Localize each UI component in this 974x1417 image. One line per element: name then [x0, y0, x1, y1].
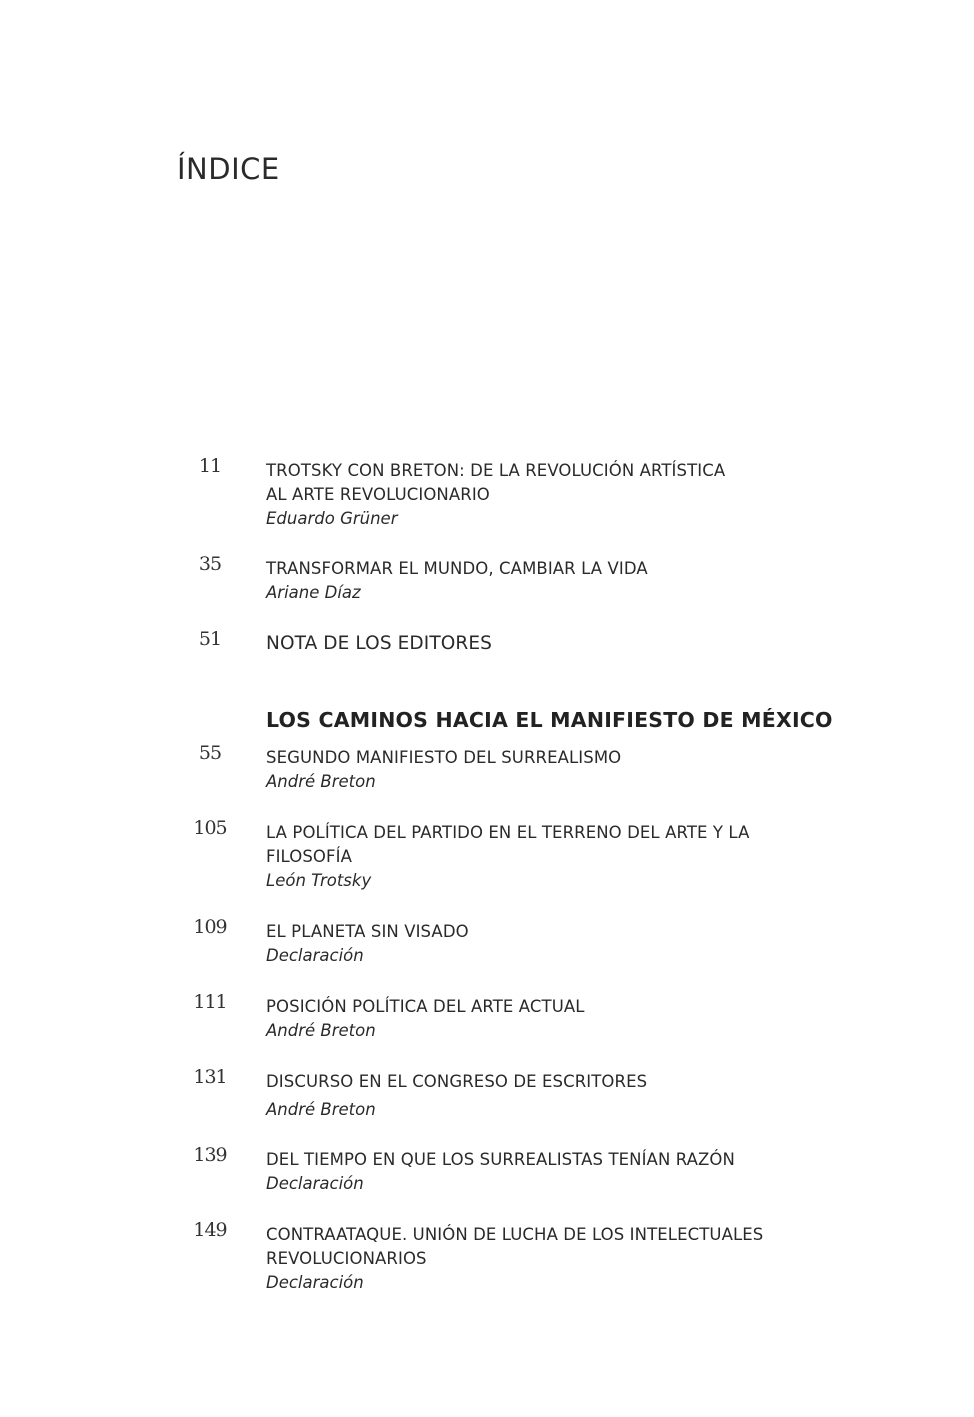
entry-title: EL PLANETA SIN VISADO — [266, 922, 469, 941]
entry-author: Declaración — [266, 946, 364, 965]
entry-author: André Breton — [266, 1100, 376, 1119]
entry-author: Declaración — [266, 1273, 364, 1292]
entry-author: André Breton — [266, 772, 376, 791]
entry-title: CONTRAATAQUE. UNIÓN DE LUCHA DE LOS INTELECTUALES — [266, 1225, 764, 1244]
page-number: 55 — [198, 742, 222, 764]
entry-title: REVOLUCIONARIOS — [266, 1249, 427, 1268]
entry-title: POSICIÓN POLÍTICA DEL ARTE ACTUAL — [266, 997, 585, 1016]
page-number: 149 — [193, 1219, 227, 1241]
page-number: 35 — [198, 553, 222, 575]
entry-title: NOTA DE LOS EDITORES — [266, 633, 492, 654]
entry-author: Ariane Díaz — [266, 583, 361, 602]
page-number: 51 — [198, 628, 222, 650]
page-number: 111 — [193, 991, 227, 1013]
page-number: 109 — [193, 916, 227, 938]
entry-title: FILOSOFÍA — [266, 847, 352, 866]
page-number: 11 — [198, 455, 222, 477]
entry-title: DEL TIEMPO EN QUE LOS SURREALISTAS TENÍAN RAZÓN — [266, 1150, 735, 1169]
entry-title: SEGUNDO MANIFIESTO DEL SURREALISMO — [266, 748, 622, 767]
page-number: 131 — [193, 1066, 227, 1088]
page-number: 139 — [193, 1144, 227, 1166]
entry-title: LA POLÍTICA DEL PARTIDO EN EL TERRENO DEL ARTE Y LA — [266, 823, 750, 842]
entry-author: Eduardo Grüner — [266, 509, 398, 528]
entry-author: Declaración — [266, 1174, 364, 1193]
entry-author: André Breton — [266, 1021, 376, 1040]
entry-title: DISCURSO EN EL CONGRESO DE ESCRITORES — [266, 1072, 648, 1091]
page-number: 105 — [193, 817, 227, 839]
entry-title: TRANSFORMAR EL MUNDO, CAMBIAR LA VIDA — [266, 559, 648, 578]
page-title: ÍNDICE — [177, 152, 280, 186]
section-heading: LOS CAMINOS HACIA EL MANIFIESTO DE MÉXICO — [266, 708, 833, 732]
entry-title: AL ARTE REVOLUCIONARIO — [266, 485, 490, 504]
entry-title: TROTSKY CON BRETON: DE LA REVOLUCIÓN ARTÍSTICA — [266, 461, 726, 480]
entry-author: León Trotsky — [266, 871, 372, 890]
